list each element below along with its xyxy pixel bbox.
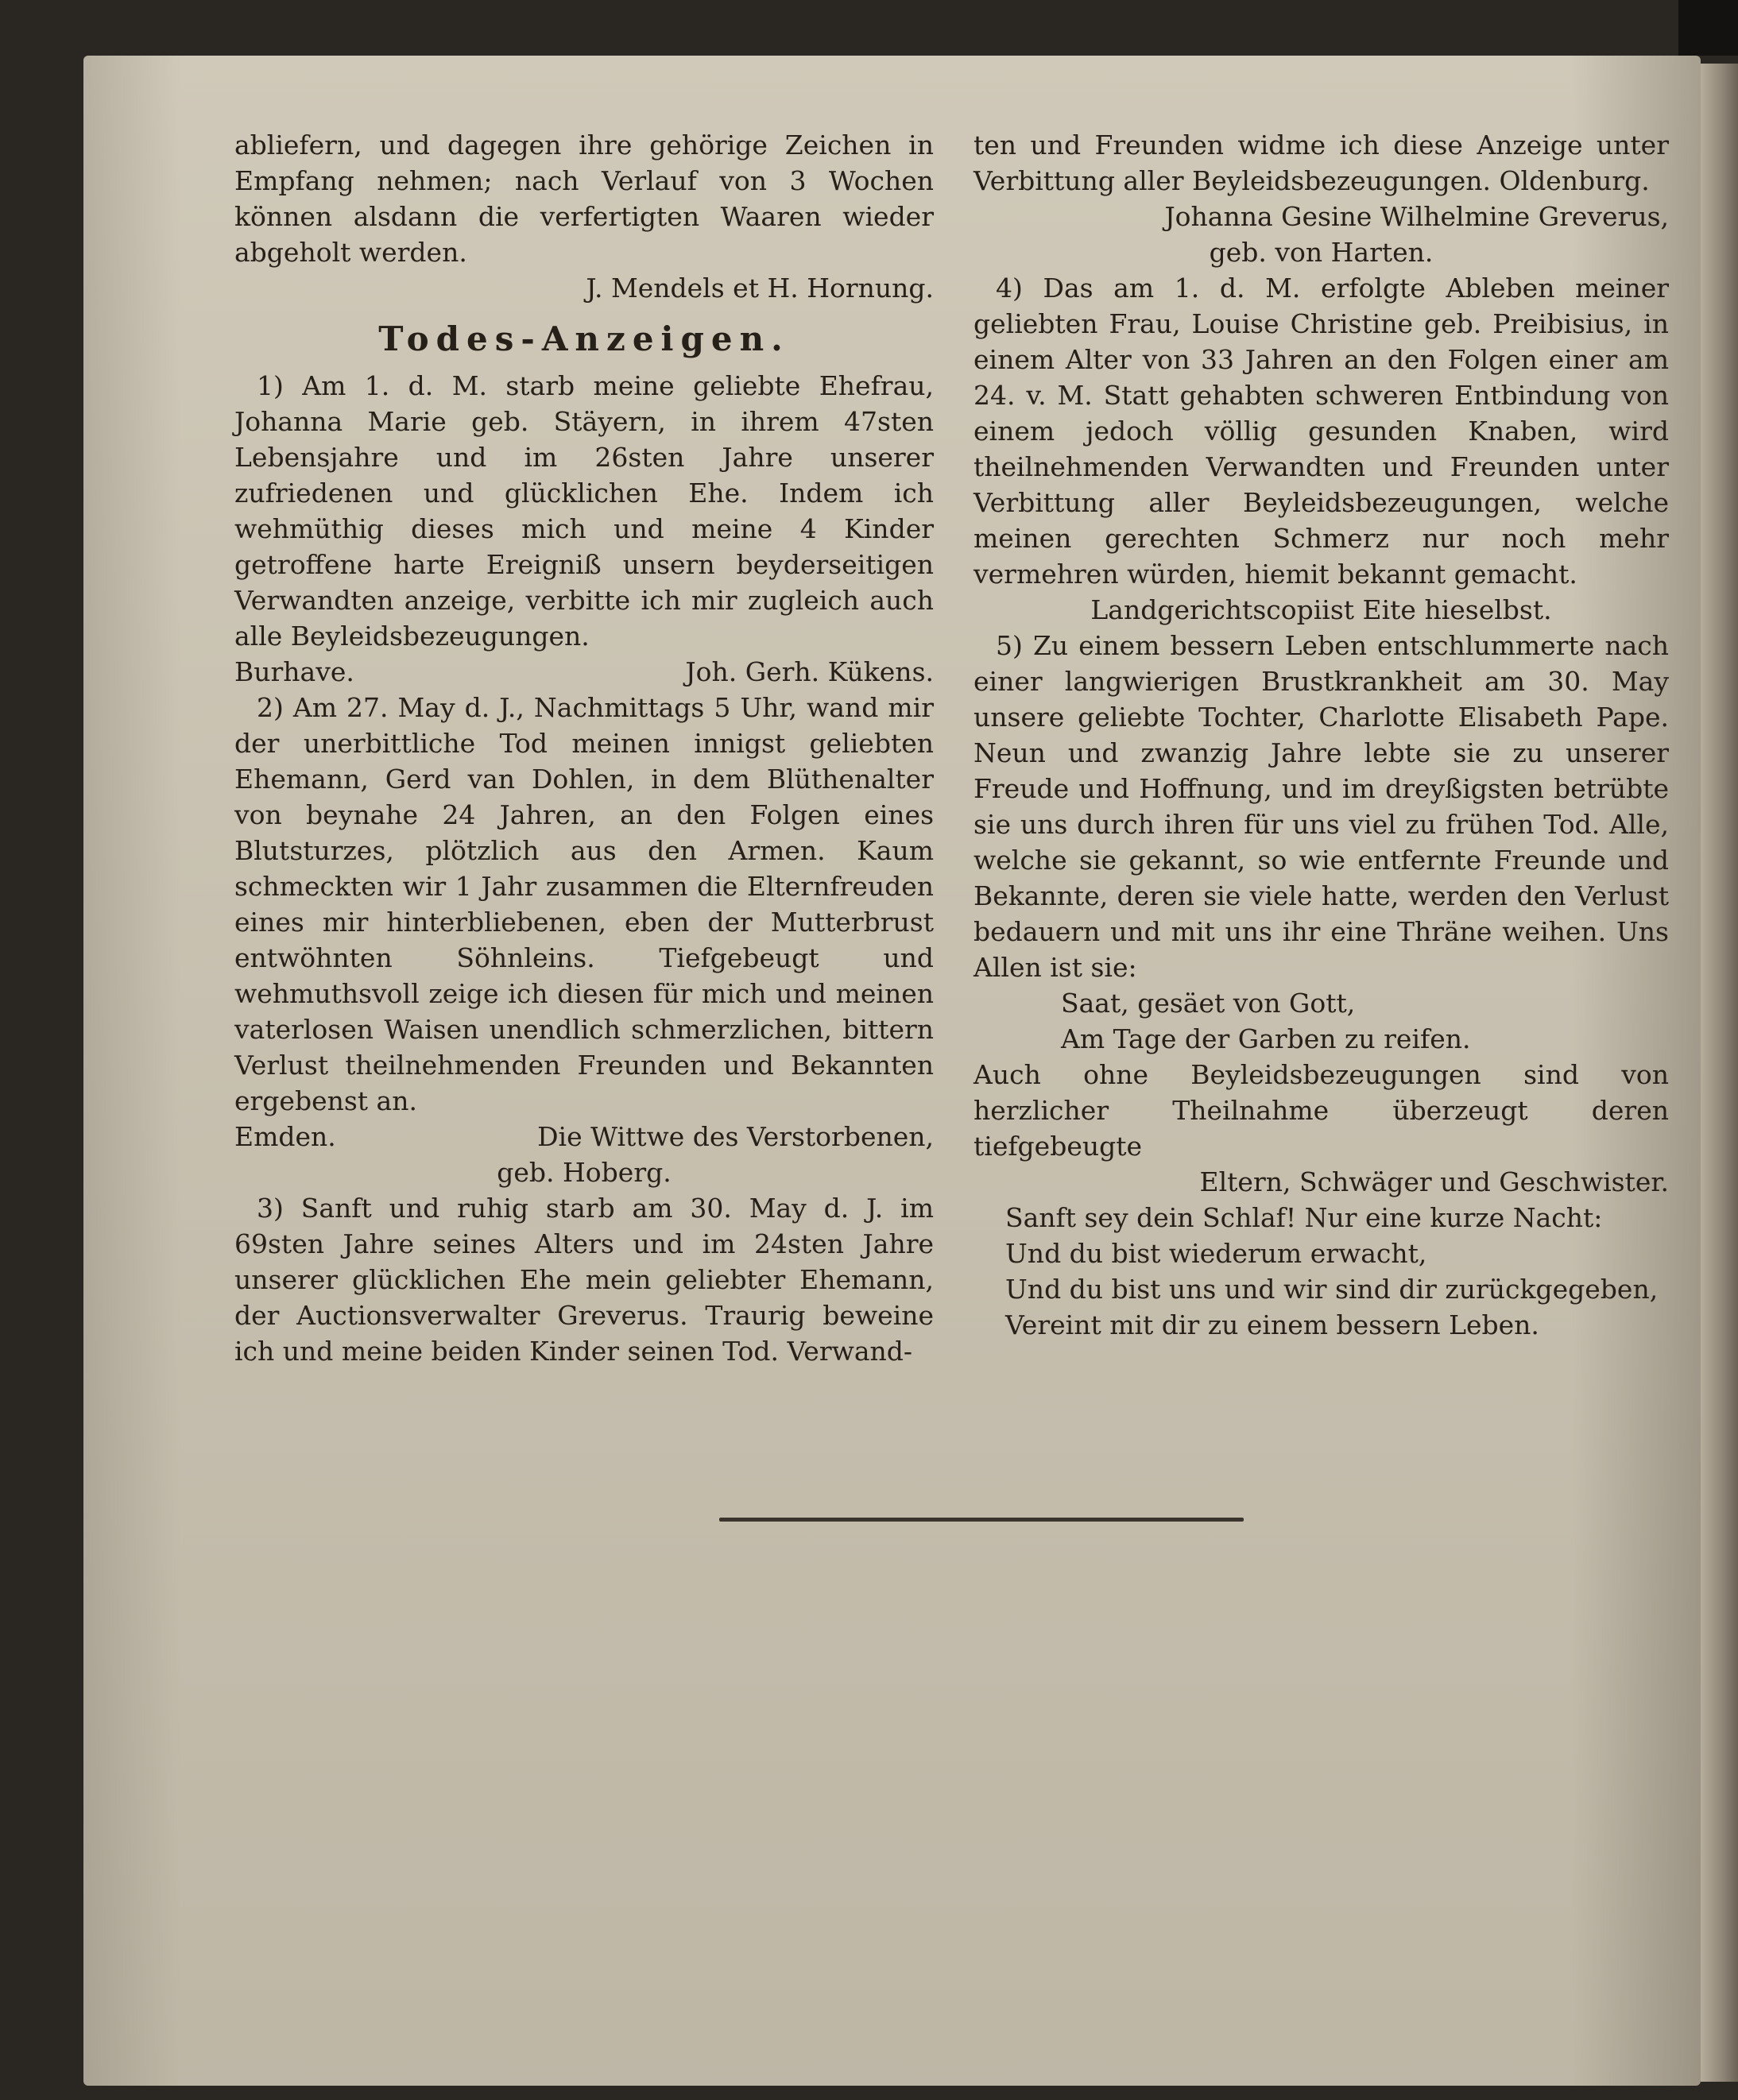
notice-1-place: Burhave. (234, 656, 354, 687)
notice-2-name-line2: geb. Hoberg. (497, 1157, 672, 1188)
poem-line: Sanft sey dein Schlaf! Nur eine kurze Nacht: (1005, 1202, 1603, 1233)
left-column (234, 127, 934, 1369)
end-rule (719, 1518, 1244, 1522)
notice-3-name: Johanna Gesine Wilhelmine Greverus, (1164, 201, 1669, 232)
notice-3-name-line2: geb. von Harten. (1209, 237, 1434, 268)
paragraph-continuation: abliefern, und dagegen ihre gehörige Zeichen in Empfang nehmen; nach Verlauf von 3 Wochen können alsdann die verfertigten Waaren wieder abgeholt werden. (234, 130, 934, 268)
notice-4-name: Landgerichtscopiist Eite hieselbst. (1090, 594, 1552, 625)
next-page-edge (1701, 64, 1738, 2082)
notice-5: 5) Zu einem bessern Leben entschlummerte nach einer langwierigen Brustkrankheit am 30. May unsere geliebte Tochter, Charlotte Elisabeth Pape. Neun und zwanzig Jahre lebte sie zu unserer Freude und Hoffnung, und im dreyßigsten betrübte sie uns durch ihren für uns viel zu frühen Tod. Alle, welche sie gekannt, so wie entfernte Freunde und Bekannte, deren sie viele hatte, werden den Verlust bedauern und mit uns ihr eine Thräne weihen. Uns Allen ist sie: (974, 630, 1669, 983)
notice-5-verse-2: Am Tage der Garben zu reifen. (1061, 1023, 1471, 1054)
signature-mendels: J. Mendels et H. Hornung. (586, 273, 934, 304)
section-heading: Todes-Anzeigen. (378, 319, 790, 358)
scanner-edge (1678, 0, 1738, 56)
notice-5-verse-1: Saat, gesäet von Gott, (1061, 988, 1356, 1019)
notice-1: 1) Am 1. d. M. starb meine geliebte Ehefrau, Johanna Marie geb. Stäyern, in ihrem 47sten Lebensjahre und im 26sten Jahre unserer zufriedenen und glücklichen Ehe. Indem ich wehmüthig dieses mich und meine 4 Kinder getroffene harte Ereigniß unsern beyderseitigen Verwandten anzeige, verbitte ich mir zugleich auch alle Beyleidsbezeugungen. (234, 370, 934, 652)
right-column (974, 127, 1669, 1343)
notice-2-place: Emden. (234, 1121, 336, 1152)
notice-2: 2) Am 27. May d. J., Nachmittags 5 Uhr, wand mir der unerbittliche Tod meinen innigst geliebten Ehemann, Gerd van Dohlen, in dem Blüthenalter von beynahe 24 Jahren, an den Folgen eines Blutsturzes, plötzlich aus den Armen. Kaum schmeckten wir 1 Jahr zusammen die Elternfreuden eines mir hinterbliebenen, eben der Mutterbrust entwöhnten Söhnleins. Tiefgebeugt und wehmuthsvoll zeige ich diesen für mich und meinen vaterlosen Waisen unendlich schmerzlichen, bittern Verlust theilnehmenden Freunden und Bekannten ergebenst an. (234, 692, 934, 1116)
notice-1-signature (234, 654, 934, 690)
notice-2-signature (234, 1119, 934, 1154)
poem-line: Und du bist uns und wir sind dir zurückgegeben, (1005, 1274, 1659, 1305)
notice-3: 3) Sanft und ruhig starb am 30. May d. J. im 69sten Jahre seines Alters und im 24sten Jahre unserer glücklichen Ehe mein geliebter Ehemann, der Auctionsverwalter Greverus. Traurig beweine ich und meine beiden Kinder seinen Tod. Verwand- (234, 1193, 934, 1367)
notice-2-name: Die Wittwe des Verstorbenen, (537, 1121, 934, 1152)
notice-4: 4) Das am 1. d. M. erfolgte Ableben meiner geliebten Frau, Louise Christine geb. Preibisius, in einem Alter von 33 Jahren an den Folgen einer am 24. v. M. Statt gehabten schweren Entbindung von einem jedoch völlig gesunden Knaben, wird theilnehmenden Verwandten und Freunden unter Verbittung aller Beyleidsbezeugungen, welche meinen gerechten Schmerz nur noch mehr vermehren würden, hiemit bekannt gemacht. (974, 273, 1669, 590)
notice-1-name: Joh. Gerh. Kükens. (685, 656, 934, 687)
notice-5-name: Eltern, Schwäger und Geschwister. (1199, 1166, 1669, 1197)
notice-3-continuation: ten und Freunden widme ich diese Anzeige unter Verbittung aller Beyleidsbezeugungen. Oldenburg. (974, 130, 1669, 196)
poem-line: Vereint mit dir zu einem bessern Leben. (1005, 1309, 1539, 1340)
poem-line: Und du bist wiederum erwacht, (1005, 1238, 1427, 1269)
notice-5-closing: Auch ohne Beyleidsbezeugungen sind von herzlicher Theilnahme überzeugt deren tiefgebeugte (974, 1059, 1669, 1162)
